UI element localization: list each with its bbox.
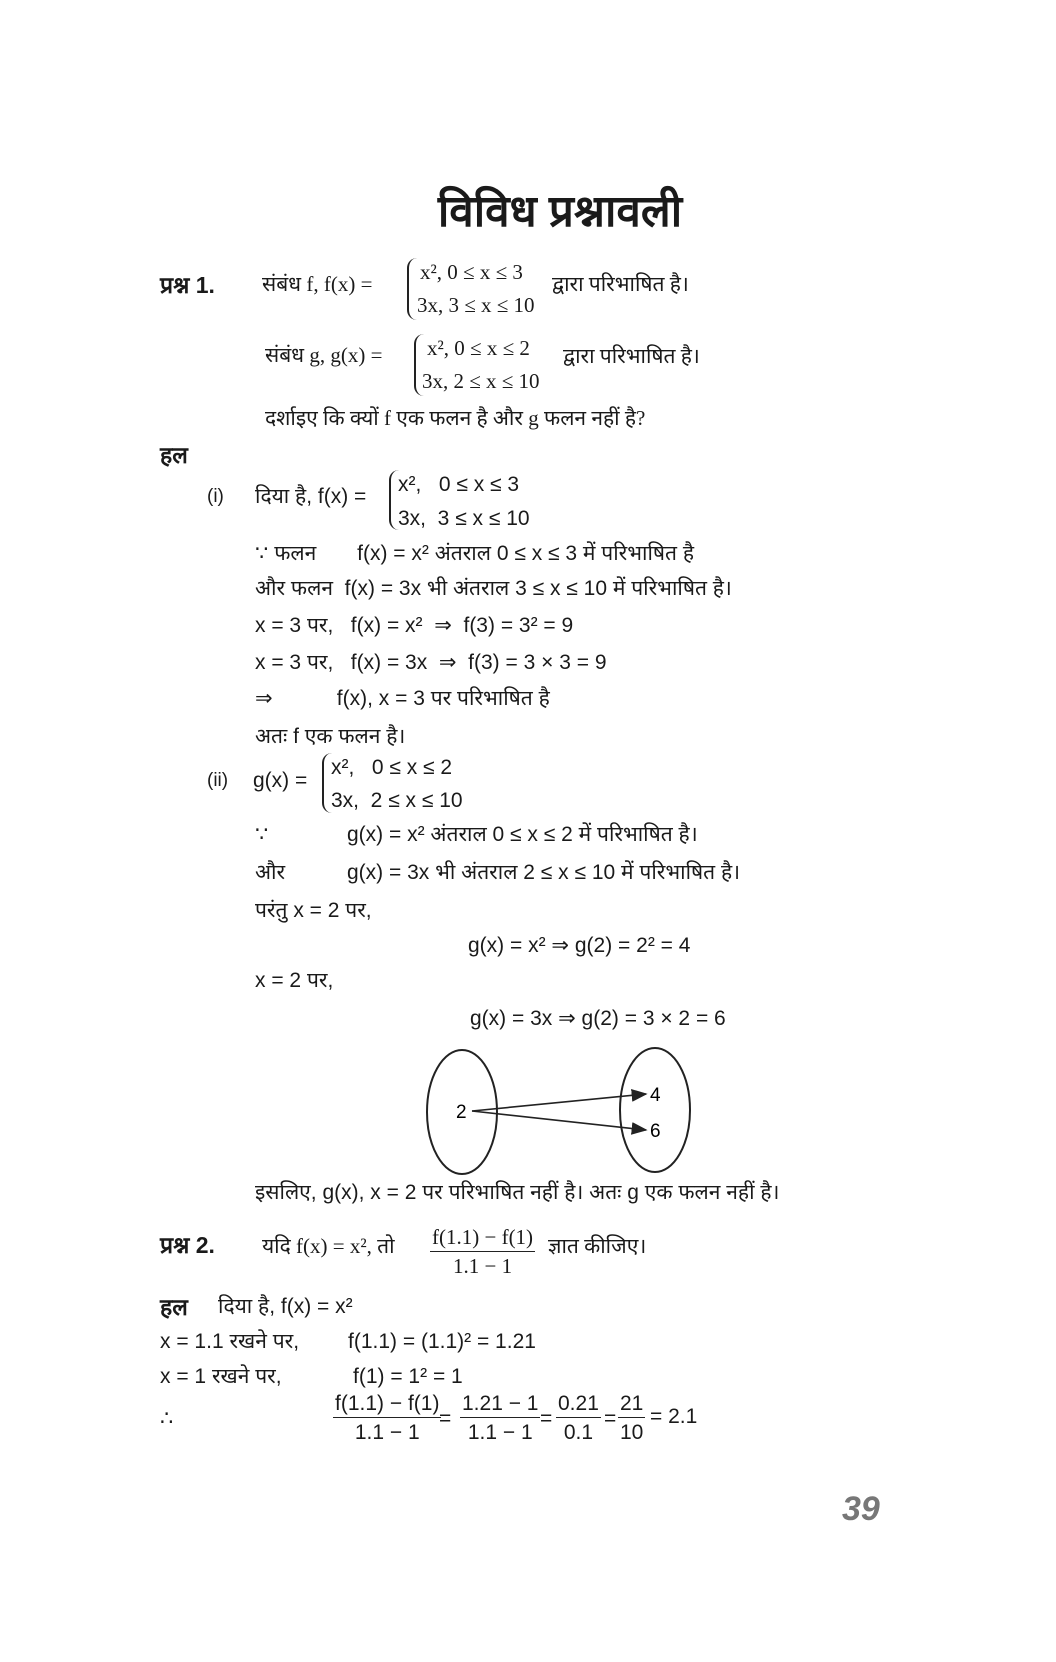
q2-tail: ज्ञात कीजिए। (548, 1234, 647, 1258)
q1-g-tail: द्वारा परिभाषित है। (563, 344, 700, 368)
result: = 2.1 (650, 1405, 698, 1428)
codomain-element: 6 (650, 1121, 661, 1142)
mapping-diagram (400, 1040, 720, 1190)
numerator: f(1.1) − f(1) (333, 1392, 441, 1418)
denominator: 1.1 − 1 (467, 1421, 533, 1445)
page-title: विविध प्रश्नावली (437, 187, 683, 236)
q2-lead: यदि f(x) = x², तो (262, 1234, 395, 1258)
page-number: 39 (842, 1490, 880, 1528)
solution-line: x = 3 पर, f(x) = x² ⇒ f(3) = 3² = 9 (255, 614, 574, 637)
fraction (460, 1392, 540, 1444)
numerator: 21 (618, 1392, 645, 1418)
denominator: 1.1 − 1 (452, 1254, 513, 1279)
numerator: 1.21 − 1 (460, 1392, 540, 1418)
codomain-element: 4 (650, 1085, 661, 1106)
solution-line: x = 1 रखने पर, (160, 1365, 282, 1388)
part-ii-case1: x², 0 ≤ x ≤ 2 (331, 756, 453, 779)
part-i-case2: 3x, 3 ≤ x ≤ 10 (398, 507, 530, 530)
equals: = (604, 1407, 617, 1430)
solution-line: अतः f एक फलन है। (255, 725, 406, 748)
numerator: f(1.1) − f(1) (430, 1226, 535, 1252)
since-symbol: ∵ (255, 823, 269, 846)
part-ii-case2: 3x, 2 ≤ x ≤ 10 (331, 789, 463, 812)
fraction (618, 1392, 645, 1444)
and-label: और (255, 861, 286, 884)
solution-line: ∵ फलन f(x) = x² अंतराल 0 ≤ x ≤ 3 में परिभाषित है (255, 542, 694, 565)
q1-f-case1: x², 0 ≤ x ≤ 3 (420, 260, 523, 284)
q1-g-case2: 3x, 2 ≤ x ≤ 10 (422, 369, 540, 393)
fraction (556, 1392, 601, 1444)
conclusion: इसलिए, g(x), x = 2 पर परिभाषित नहीं है। अतः g एक फलन नहीं है। (255, 1181, 780, 1204)
q1-g-case1: x², 0 ≤ x ≤ 2 (427, 336, 530, 360)
part-i-case1: x², 0 ≤ x ≤ 3 (398, 473, 520, 496)
solution-line: g(x) = x² अंतराल 0 ≤ x ≤ 2 में परिभाषित है। (347, 823, 698, 846)
solution-line: x = 3 पर, f(x) = 3x ⇒ f(3) = 3 × 3 = 9 (255, 651, 607, 674)
question-2-label: प्रश्न 2. (160, 1232, 215, 1258)
equals: = (439, 1407, 452, 1430)
solution-line: f(1) = 1² = 1 (353, 1365, 463, 1388)
solution-line: x = 1.1 रखने पर, (160, 1330, 300, 1353)
codomain-set (620, 1048, 690, 1172)
therefore-symbol: ∴ (160, 1407, 174, 1430)
part-i-label: (i) (207, 486, 224, 507)
solution-line: और फलन f(x) = 3x भी अंतराल 3 ≤ x ≤ 10 में परिभाषित है। (255, 577, 732, 600)
q1-f-case2: 3x, 3 ≤ x ≤ 10 (417, 293, 535, 317)
q1-f-tail: द्वारा परिभाषित है। (552, 272, 689, 296)
denominator: 0.1 (563, 1421, 594, 1445)
equals: = (540, 1407, 553, 1430)
numerator: 0.21 (556, 1392, 601, 1418)
solution-line: ⇒ f(x), x = 3 पर परिभाषित है (255, 687, 550, 710)
solution-line: परंतु x = 2 पर, (255, 899, 372, 922)
domain-element: 2 (456, 1102, 467, 1123)
solution-label: हल (160, 1294, 188, 1320)
solution-line: f(1.1) = (1.1)² = 1.21 (348, 1330, 536, 1353)
denominator: 1.1 − 1 (354, 1421, 420, 1445)
q1-f-lead: संबंध f, f(x) = (262, 272, 373, 296)
fraction (333, 1392, 441, 1444)
denominator: 10 (620, 1421, 644, 1445)
solution-line: g(x) = 3x ⇒ g(2) = 3 × 2 = 6 (470, 1007, 726, 1030)
solution-line: g(x) = 3x भी अंतराल 2 ≤ x ≤ 10 में परिभाषित है। (347, 861, 741, 884)
solution-line: दिया है, f(x) = x² (218, 1295, 353, 1318)
q1-question: दर्शाइए कि क्यों f एक फलन है और g फलन नहीं है? (265, 406, 646, 430)
brace (407, 258, 417, 320)
solution-label: हल (160, 442, 188, 468)
q1-g-lead: संबंध g, g(x) = (265, 343, 383, 367)
question-1-label: प्रश्न 1. (160, 272, 215, 298)
solution-line: g(x) = x² ⇒ g(2) = 2² = 4 (468, 934, 691, 957)
solution-line: x = 2 पर, (255, 969, 334, 992)
part-i-lead: दिया है, f(x) = (255, 485, 367, 508)
q2-fraction (430, 1226, 535, 1278)
part-ii-lead: g(x) = (253, 769, 308, 792)
part-ii-label: (ii) (207, 770, 229, 791)
